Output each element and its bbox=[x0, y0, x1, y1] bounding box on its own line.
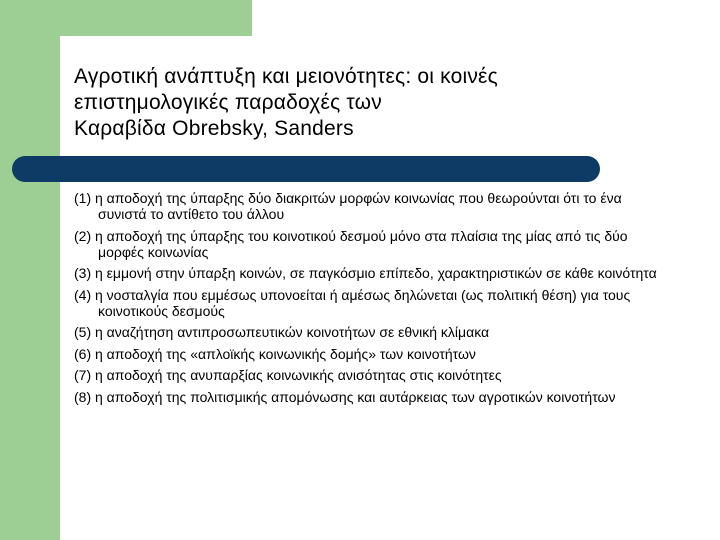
title-line-1: Αγροτική ανάπτυξη και μειονότητες: οι κοινές bbox=[74, 65, 498, 88]
list-item: (5) η αναζήτηση αντιπροσωπευτικών κοινοτήτων σε εθνική κλίμακα bbox=[74, 324, 490, 340]
left-green-band bbox=[0, 0, 60, 540]
list-item: (8) η αποδοχή της πολιτισμικής απομόνωσης και αυτάρκειας των αγροτικών κοινοτήτων bbox=[74, 388, 616, 405]
list-item: (1) η αποδοχή της ύπαρξης δύο διακριτών μορφών κοινωνίας που θεωρούνται ότι το ένα συνιστά το αντίθετο του άλλου bbox=[74, 190, 622, 222]
title-line-2: επιστημολογικές παραδοχές των bbox=[74, 91, 382, 114]
list-item: (7) η αποδοχή της ανυπαρξίας κοινωνικής ανισότητας στις κοινότητες bbox=[74, 367, 502, 383]
list-item: (3) η εμμονή στην ύπαρξη κοινών, σε παγκόσμιο επίπεδο, χαρακτηριστικών σε κάθε κοινότητα bbox=[74, 265, 657, 281]
list-item: (6) η αποδοχή της «απλοϊκής κοινωνικής δομής» των κοινοτήτων bbox=[74, 345, 476, 362]
list-item: (2) η αποδοχή της ύπαρξης του κοινοτικού δεσμού μόνο στα πλαίσια της μίας από τις δύο μορφές κοινωνίας bbox=[74, 227, 628, 260]
title-line-3: Καραβίδα Obrebsky, Sanders bbox=[74, 117, 354, 140]
list-item: (4) η νοσταλγία που εμμέσως υπονοείται ή αμέσως δηλώνεται (ως πολιτική θέση) για τους κοινοτικούς δεσμούς bbox=[74, 286, 631, 319]
title-divider-bar bbox=[12, 156, 600, 182]
assumptions-list bbox=[74, 190, 674, 410]
slide-title bbox=[74, 64, 704, 142]
